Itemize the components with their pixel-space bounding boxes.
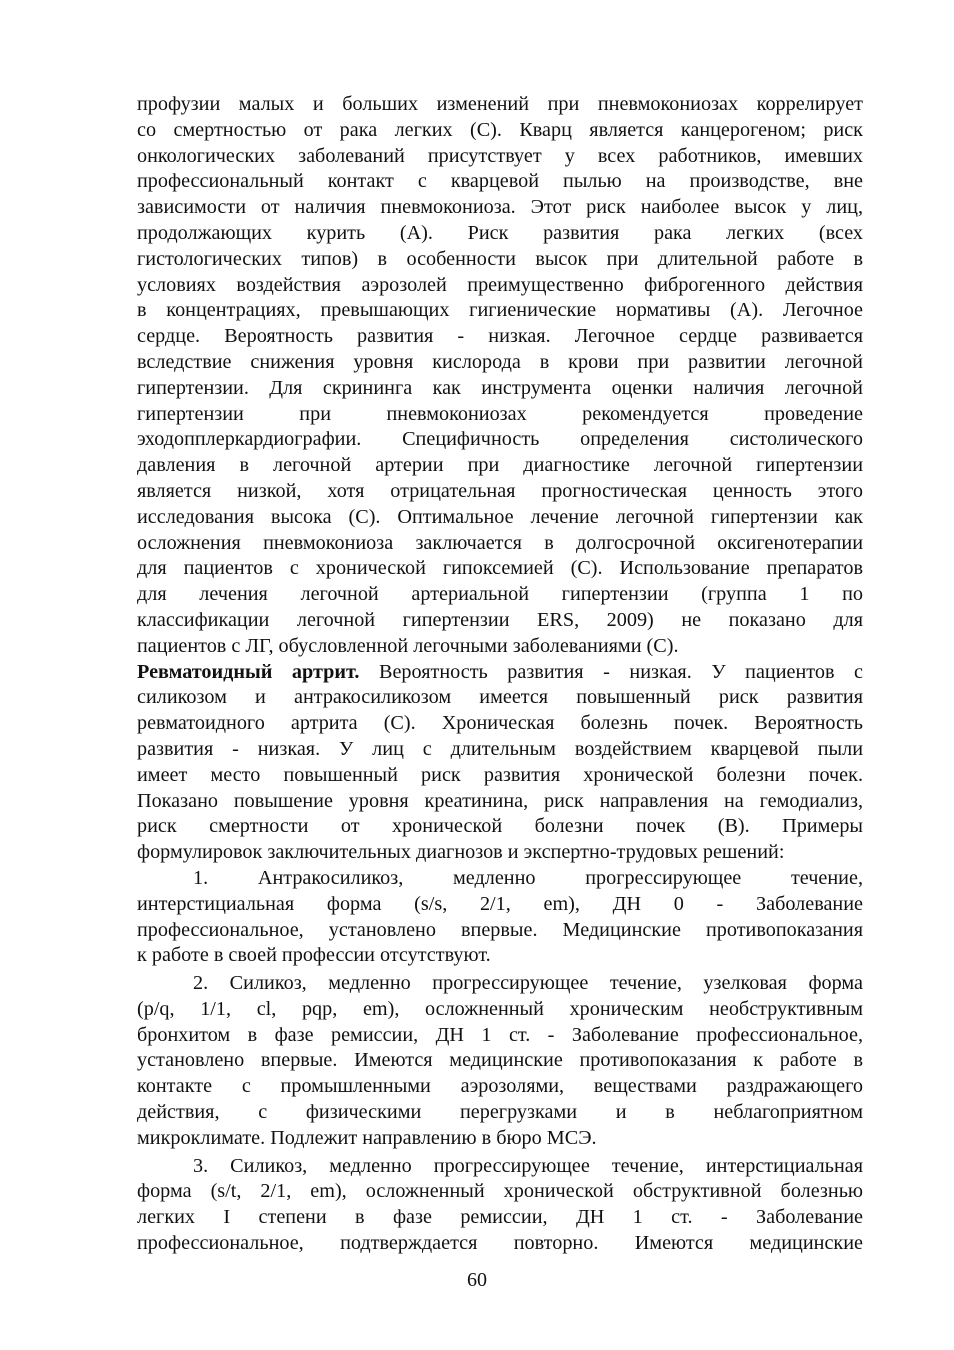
heading-line-rest: Вероятность развития - низкая. У пациентов с xyxy=(359,660,863,683)
diagnosis-example-3 xyxy=(137,1154,863,1257)
text-line: продолжающих курить (А). Риск развития рака легких (всех xyxy=(137,221,863,244)
text-line: имеет место повышенный риск развития хронической болезни почек. xyxy=(137,763,863,786)
text-line: онкологических заболеваний присутствует у всех работников, имевших xyxy=(137,144,863,167)
text-line: гистологических типов) в особенности высок при длительной работе в xyxy=(137,247,863,270)
paragraph-lung-cancer-and-cor-pulmonale xyxy=(137,92,863,660)
text-line: Показано повышение уровня креатинина, риск направления на гемодиализ, xyxy=(137,789,863,812)
text-line: для лечения легочной артериальной гипертензии (группа 1 по xyxy=(137,583,863,606)
diagnosis-example-1 xyxy=(137,866,863,969)
text-line: формулировок заключительных диагнозов и экспертно-трудовых решений: xyxy=(137,841,785,864)
text-line: риск смертности от хронической болезни почек (В). Примеры xyxy=(137,815,863,838)
text-line: условиях воздействия аэрозолей преимущественно фиброгенного действия xyxy=(137,273,863,296)
text-line: гипертензии. Для скрининга как инструмента оценки наличия легочной xyxy=(137,376,863,399)
text-line: контакте с промышленными аэрозолями, веществами раздражающего xyxy=(137,1075,863,1098)
text-line: ревматоидного артрита (С). Хроническая болезнь почек. Вероятность xyxy=(137,712,863,735)
text-line: давления в легочной артерии при диагностике легочной гипертензии xyxy=(137,454,863,477)
paragraph-rheumatoid-arthritis xyxy=(137,660,863,866)
text-line: зависимости от наличия пневмокониоза. Этот риск наиболее высок у лиц, xyxy=(137,196,863,219)
text-line: профессиональное, подтверждается повторно. Имеются медицинские xyxy=(137,1232,863,1255)
page-body xyxy=(137,92,863,1257)
text-line: пациентов с ЛГ, обусловленной легочными заболеваниями (С). xyxy=(137,634,679,657)
text-line: силикозом и антракосиликозом имеется повышенный риск развития xyxy=(137,686,863,709)
text-line: 2. Силикоз, медленно прогрессирующее течение, узелковая форма xyxy=(193,972,863,995)
text-line: классификации легочной гипертензии ERS, 2009) не показано для xyxy=(137,608,863,631)
text-line: профессиональный контакт с кварцевой пылью на производстве, вне xyxy=(137,170,863,193)
text-line: 3. Силикоз, медленно прогрессирующее течение, интерстициальная xyxy=(193,1154,863,1177)
text-line: профессиональное, установлено впервые. Медицинские противопоказания xyxy=(137,918,863,941)
text-line: осложнения пневмокониоза заключается в долгосрочной оксигенотерапии xyxy=(137,531,863,554)
text-line: вследствие снижения уровня кислорода в крови при развитии легочной xyxy=(137,350,863,373)
text-line: микроклимате. Подлежит направлению в бюро МСЭ. xyxy=(137,1126,597,1149)
section-heading: Ревматоидный артрит. xyxy=(137,660,360,683)
text-line: интерстициальная форма (s/s, 2/1, em), ДН 0 - Заболевание xyxy=(137,892,863,915)
text-line: для пациентов с хронической гипоксемией (С). Использование препаратов xyxy=(137,557,863,580)
text-line: установлено впервые. Имеются медицинские противопоказания к работе в xyxy=(137,1049,863,1072)
text-line: (p/q, 1/1, cl, pqp, em), осложненный хроническим необструктивным xyxy=(137,997,863,1020)
text-line: исследования высока (С). Оптимальное лечение легочной гипертензии как xyxy=(137,505,863,528)
diagnosis-example-2 xyxy=(137,971,863,1152)
text-line: форма (s/t, 2/1, em), осложненный хронической обструктивной болезнью xyxy=(137,1180,863,1203)
text-line: развития - низкая. У лиц с длительным воздействием кварцевой пыли xyxy=(137,737,863,760)
text-line: легких I степени в фазе ремиссии, ДН 1 ст. - Заболевание xyxy=(137,1206,863,1229)
text-line: эходопплеркардиографии. Специфичность определения систолического xyxy=(137,428,863,451)
text-line: гипертензии при пневмокониозах рекомендуется проведение xyxy=(137,402,863,425)
text-line: со смертностью от рака легких (С). Кварц является канцерогеном; риск xyxy=(137,118,863,141)
text-line: является низкой, хотя отрицательная прогностическая ценность этого xyxy=(137,479,863,502)
text-line: к работе в своей профессии отсутствуют. xyxy=(137,944,491,967)
text-line: 1. Антракосиликоз, медленно прогрессирующее течение, xyxy=(193,866,863,889)
text-line: профузии малых и больших изменений при пневмокониозах коррелирует xyxy=(137,93,863,115)
text-line: действия, с физическими перегрузками и в неблагоприятном xyxy=(137,1101,863,1124)
text-line: бронхитом в фазе ремиссии, ДН 1 ст. - Заболевание профессиональное, xyxy=(137,1023,863,1046)
text-line: сердце. Вероятность развития - низкая. Легочное сердце развивается xyxy=(137,325,863,348)
text-line xyxy=(137,660,863,686)
text-line: в концентрациях, превышающих гигиенические нормативы (А). Легочное xyxy=(137,299,863,322)
page-number: 60 xyxy=(467,1269,487,1291)
